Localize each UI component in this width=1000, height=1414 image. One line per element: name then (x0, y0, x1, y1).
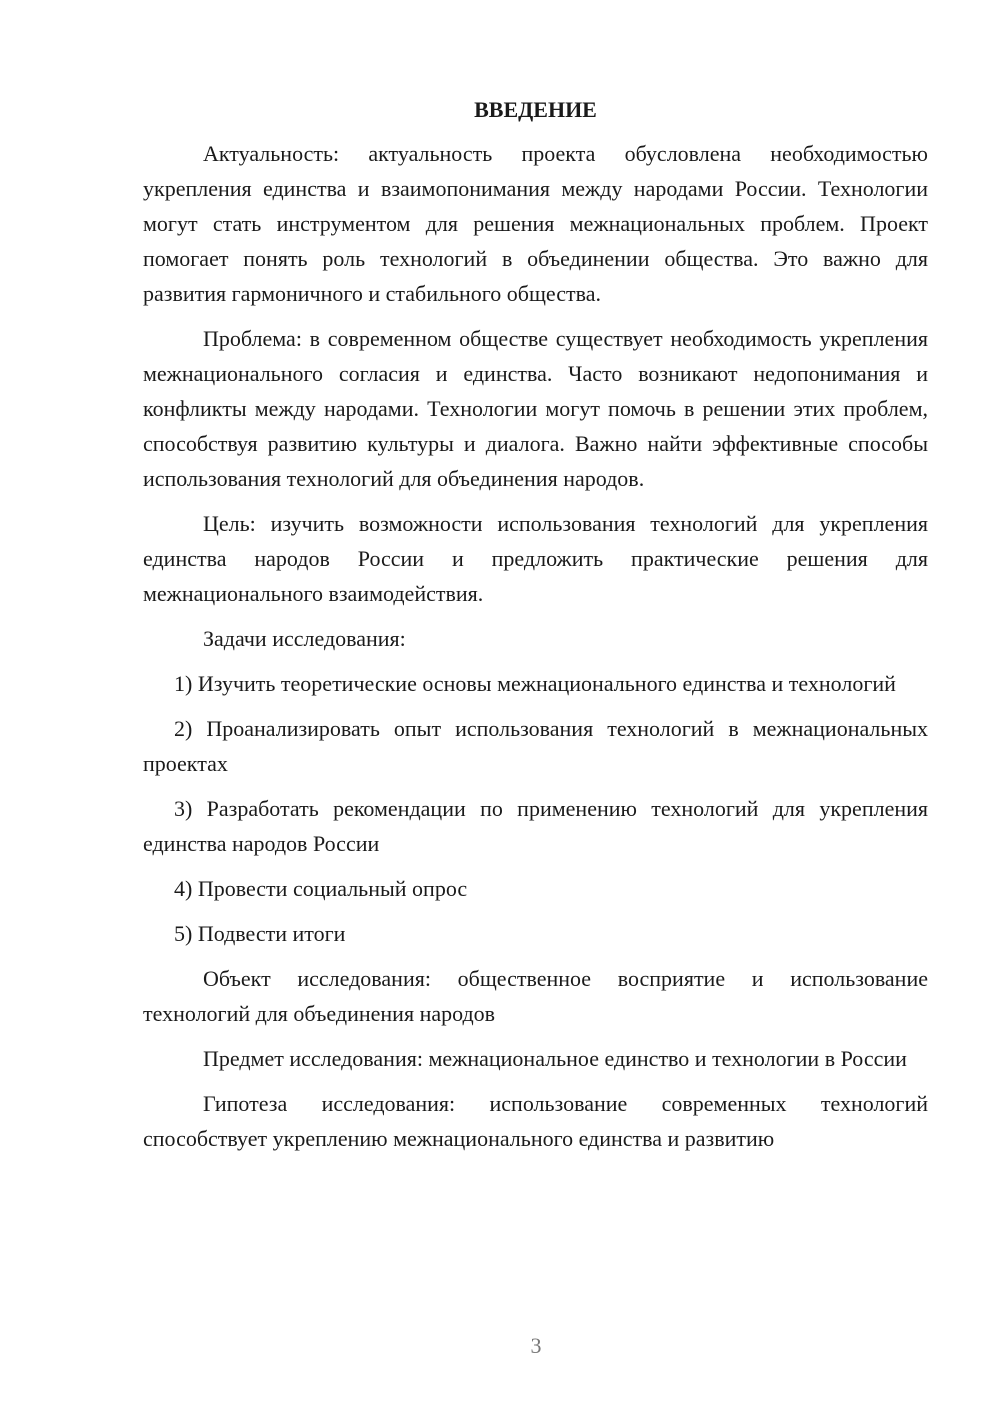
task-item: 5) Подвести итоги (174, 921, 346, 946)
problem-paragraph: Проблема: в современном обществе существует необходимость укрепления межнационального согласия и единства. Часто возникают недопонимания и конфликты между народами. Технологии могут помочь в решении этих проблем, способствуя развитию культуры и диалога. Важно найти эффективные способы использования технологий для объединения народов. (143, 326, 928, 491)
relevance-paragraph: Актуальность: актуальность проекта обусловлена необходимостью укрепления единства и взаимопонимания между народами России. Технологии могут стать инструментом для решения межнациональных проблем. Проект помогает понять роль технологий в объединении общества. Это важно для развития гармоничного и стабильного общества. (143, 141, 928, 306)
task-item: 4) Провести социальный опрос (174, 876, 468, 901)
task-item: 3) Разработать рекомендации по применению технологий для укрепления единства народов России (143, 796, 928, 856)
subject-paragraph: Предмет исследования: межнациональное единство и технологии в России (203, 1046, 907, 1071)
tasks-title: Задачи исследования: (203, 626, 406, 651)
object-paragraph: Объект исследования: общественное восприятие и использование технологий для объединения народов (143, 966, 928, 1026)
page-number: 3 (530, 1333, 542, 1358)
goal-paragraph: Цель: изучить возможности использования технологий для укрепления единства народов России и предложить практические решения для межнационального взаимодействия. (143, 511, 928, 606)
document-body (143, 92, 928, 1156)
hypothesis-paragraph: Гипотеза исследования: использование современных технологий способствует укреплению межнационального единства и развитию (143, 1091, 928, 1151)
task-item: 1) Изучить теоретические основы межнационального единства и технологий (174, 671, 896, 696)
page-title: ВВЕДЕНИЕ (474, 97, 597, 122)
task-item: 2) Проанализировать опыт использования технологий в межнациональных проектах (143, 716, 928, 776)
